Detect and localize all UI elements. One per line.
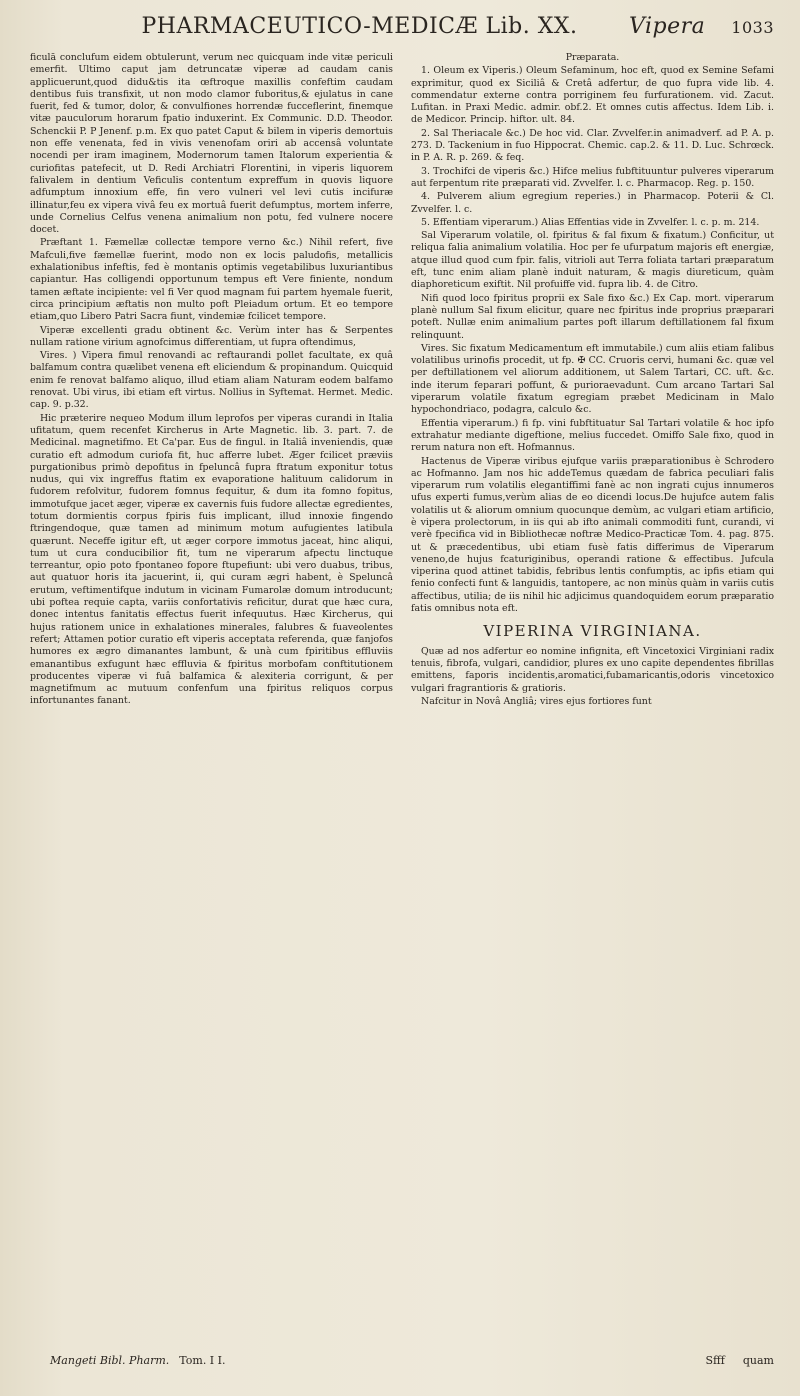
paragraph: Vires. Sic fixatum Medicamentum eft immutabile.) cum aliis etiam falibus volatilibus urinofis procedit, ut fp. ✠ CC. Cruoris cervi, humani &c. quæ vel per deftillationem vel aliorum additionem, ut Salem Tartari, CC. uft. &c. inde iterum feparari poffunt, & purioraevadunt. Cum arcano Tartari Sal viperarum volatile fixatum egregiam præbet Medicinam in Malo hypochondriaco, podagra, calculo &c. (411, 342, 774, 416)
section-title-viperina: VIPERINA VIRGINIANA. (483, 622, 702, 641)
paragraph: Præftant 1. Fæmellæ collectæ tempore verno &c.) Nihil refert, five Mafculi,five fæmellæ fuerint, modo non ex locis paludofis, metallicis exhalationibus infeftis, fed è montanis optimis vegetabilibus luxuriantibus capiantur. Has colligendi opportunum tempus eft Vere finiente, nondum tamen æftate incipiente: vel fi Ver quod magnam fui partem hyemale fuerit, circa principium æftatis non multo poft Pleiadum ortum. Et eo tempore etiam,quo Libero Patri Sacra fiunt, vindemiæ fcilicet tempore. (30, 237, 393, 323)
paragraph: 1. Oleum ex Viperis.) Oleum Sefaminum, hoc eft, quod ex Semine Sefami exprimitur, quod ex Siciliâ & Cretâ adfertur, de quo fupra vide lib. 4. commendatur externe contra porriginem feu furfurationem. vid. Zacut. Lufitan. in Praxi Medic. admir. obf.2. Et omnes cutis affectus. Idem Lib. i. de Medicor. Princip. hiftor. ult. 84. (411, 65, 774, 126)
paragraph: Sal Viperarum volatile, ol. fpiritus & fal fixum & fixatum.) Conficitur, ut reliqua falia animalium volatilia. Hoc per fe ufurpatum majoris eft energiæ, atque illud quod cum fpir. falis, vitrioli aut Terra foliata tartari præparatum eft, tunc enim aliam planè induit naturam, & magis diureticum, quàm diaphoreticum exiftit. Nil profuiffe vid. fupra lib. 4. de Citro. (411, 230, 774, 291)
signature-mark: Sfff (705, 1354, 725, 1367)
page-subject: Vipera (629, 14, 706, 39)
section-heading-praeparata: Præparata. (565, 52, 620, 63)
running-title: PHARMACEUTICO-MEDICÆ Lib. XX. (141, 14, 578, 39)
paragraph: 4. Pulverem alium egregium reperies.) in Pharmacop. Poterii & Cl. Zvvelfer. l. c. (411, 191, 774, 215)
right-column (411, 52, 774, 1352)
catchword: quam (742, 1354, 774, 1367)
page-number: 1033 (731, 18, 774, 37)
paragraph: Nifi quod loco fpiritus proprii ex Sale fixo &c.) Ex Cap. mort. viperarum planè nullum Sal fixum elicitur, quare nec fpiritus inde proprius præparari poteft. Nullæ enim animalium partes poft illarum deftillationem fal fixum relinquunt. (411, 292, 774, 341)
source-reference (50, 1354, 226, 1367)
page-footer (30, 1354, 774, 1367)
paragraph: 5. Effentiam viperarum.) Alias Effentias vide in Zvvelfer. l. c. p. m. 214. (421, 216, 760, 228)
paragraph: Viperæ excellenti gradu obtinent &c. Verùm inter has & Serpentes nullam ratione virium agnofcimus differentiam, ut fupra oftendimus, (30, 324, 393, 348)
paragraph: Hic præterire nequeo Modum illum leprofos per viperas curandi in Italia ufitatum, quem recenfet Kircherus in Arte Magnetic. lib. 3. part. 7. de Medicinal. magnetifmo. Et Ca'par. Eus de fingul. in Italiâ inveniendis, quæ curatio eft admodum curiofa fit, huc afferre lubet. Æger fcilicet præviis purgationibus primò depofitus in fpeluncâ fupra ftratum exponitur totus nudus, qui vix ingreffus ftatim ex evaporatione halituum calidorum in fudorem refolvitur, fudorem fomnus fequitur, & dum ita fomno fopitus, immotufque jacet æger, viperæ ex cavernis fuis fudore allectæ egredientes, totum dormientis corpus fpiris fuis implicant, illud innoxie fingendo ftringendoque, quæ tamen ad minimum motum aufugientes latibula quærunt. Neceffe igitur eft, ut æger corpore immotus jaceat, hinc aliqui, tum ut cura conducibilior fit, tum ne viperarum afpectu linctuque terreantur, opio poto fpontaneo fopore ftupefiunt: ubi vero duabus, tribus, aut quatuor horis ita jacuerint, ii, qui curam ægri habent, è Speluncâ erutum, veftimentifque indutum in vicinam Fumarolæ domum introducunt; ubi poftea requie capta, variis confortativis reficitur, durat que hæc cura, donec intentus fanitatis effectus fuerit infequutus. Hæc Kircherus, qui hujus rationem unice in exhalationes minerales, falubres & fuaveolentes refert; Attamen potior curatio eft viperis acceptata referenda, quæ fanjofos humores ex ægro dimanantes lambunt, & unà cum fpiritibus effluviis emanantibus exfugunt hæc effluvia & fpiritus morbofam conftitutionem producentes viperæ vi fuâ balfamica & alexiteria corrigunt, & per magnetifmum ac mutuum confenfum una fpiritus reliquos corpus infortunantes fanant. (30, 412, 393, 707)
text-columns (30, 52, 774, 1352)
paragraph: Effentia viperarum.) fi fp. vini fubftituatur Sal Tartari volatile & hoc ipfo extrahatur mediante digeftione, melius fuccedet. Omiffo Sale fixo, quod in rerum natura non eft. Hofmannus. (411, 417, 774, 454)
paragraph: 2. Sal Theriacale &c.) De hoc vid. Clar. Zvvelfer.in animadverf. ad P. A. p. 273. D. Tackenium in fuo Hippocrat. Chemic. cap.2. & 11. D. Luc. Schrœck. in P. A. R. p. 269. & feq. (411, 127, 774, 164)
paragraph: Quæ ad nos adfertur eo nomine infignita, eft Vincetoxici Virginiani radix tenuis, fibrofa, vulgari, candidior, plures ex uno capite dependentes fibrillas emittens, faporis incidentis,aromatici,fubamaricantis,odoris vincetoxico vulgari fragrantioris & gratioris. (411, 645, 774, 694)
paragraph: ficulā conclufum eidem obtulerunt, verum nec quicquam inde vitæ periculi emerfit. Ultimo caput jam detruncatæ viperæ ad caudam canis applicuerunt,quod didu&tis ita œftroque maxillis confeftim caudam dentibus fuis transfixit, ut non modo clamor fuboritus,& ejulatus in cane fuerit, fed & tumor, dolor, & convulfiones horrendæ fucceflerint, finemque vitæ pauculorum horarum fpatio induxerint. Ex Communic. D.D. Theodor. Schenckii P. P Jenenf. p.m. Ex quo patet Caput & bilem in viperis demortuis non effe venenata, fed in vivis venenofam oriri ab accensâ voluntate nocendi per iram imaginem, Modernorum tamen Italorum experientia & curiofitas patefecit, ut D. Redi Archiatri Florentini, in viperis liquorem falivalem in dentium Veficulis contentum expreffum in quovis liquore adfumptum innoxium effe, fin vero vulneri vel levi cutis incifuræ illinatur,feu ex vipera vivâ feu ex mortuâ fuerit defumptus, mortem inferre, unde Cornelius Celfus venena animalium non potu, fed vulnere nocere docet. (30, 52, 393, 236)
paragraph: Nafcitur in Novâ Angliâ; vires ejus fortiores funt (421, 695, 652, 707)
left-column (30, 52, 393, 1352)
paragraph: 3. Trochifci de viperis &c.) Hifce melius fubftituuntur pulveres viperarum aut ferpentum rite præparati vid. Zvvelfer. l. c. Pharmacop. Reg. p. 150. (411, 165, 774, 189)
source-volume: Tom. I I. (179, 1354, 226, 1367)
source-title: Mangeti Bibl. Pharm. (50, 1354, 170, 1367)
paragraph: Hactenus de Viperæ viribus ejufque variis præparationibus è Schrodero ac Hofmanno. Jam nos hic addeTemus quædam de fabrica peculiari falis viperarum rum volatilis elegantiffimi fanè ac non ingrati cujus innumeros ufus experti fumus,verùm alias de eo dicendi locus.De hujufce autem falis volatilis ut & aliorum omnium quocunque demùm, ac vulgari etiam artificio, è vipera prolectorum, in iis qui ab ifto animali commoditi funt, curandi, vi verè fpecifica vid in Bibliothecæ noftræ Medico-Practicæ Tom. 4. pag. 875. ut & præcedentibus, ubi etiam fusè fatis differimus de Viperarum veneno,de hujus fcaturiginibus, operandi ratione & effectibus. Jufcula viperina quod attinet tabidis, febribus lentis confumptis, ac ipfis etiam qui fenio confecti funt & languidis, tantopere, ac non minùs quàm in variis cutis affectibus, utilia; de iis nihil hic adjicimus quandoquidem eorum præparatio fatis omnibus nota eft. (411, 455, 774, 615)
paragraph: Vires. ) Vipera fimul renovandi ac reftaurandi pollet facultate, ex quâ balfamum contra quælibet venena eft eliciendum & propinandum. Quicquid enim fe renovat balfamo aliquo, illud etiam aliam Naturam eodem balfamo renovat. Ubi virus, ibi etiam eft virtus. Nollius in Syftemat. Hermet. Medic. cap. 9. p.32. (30, 350, 393, 411)
running-header (30, 14, 774, 52)
